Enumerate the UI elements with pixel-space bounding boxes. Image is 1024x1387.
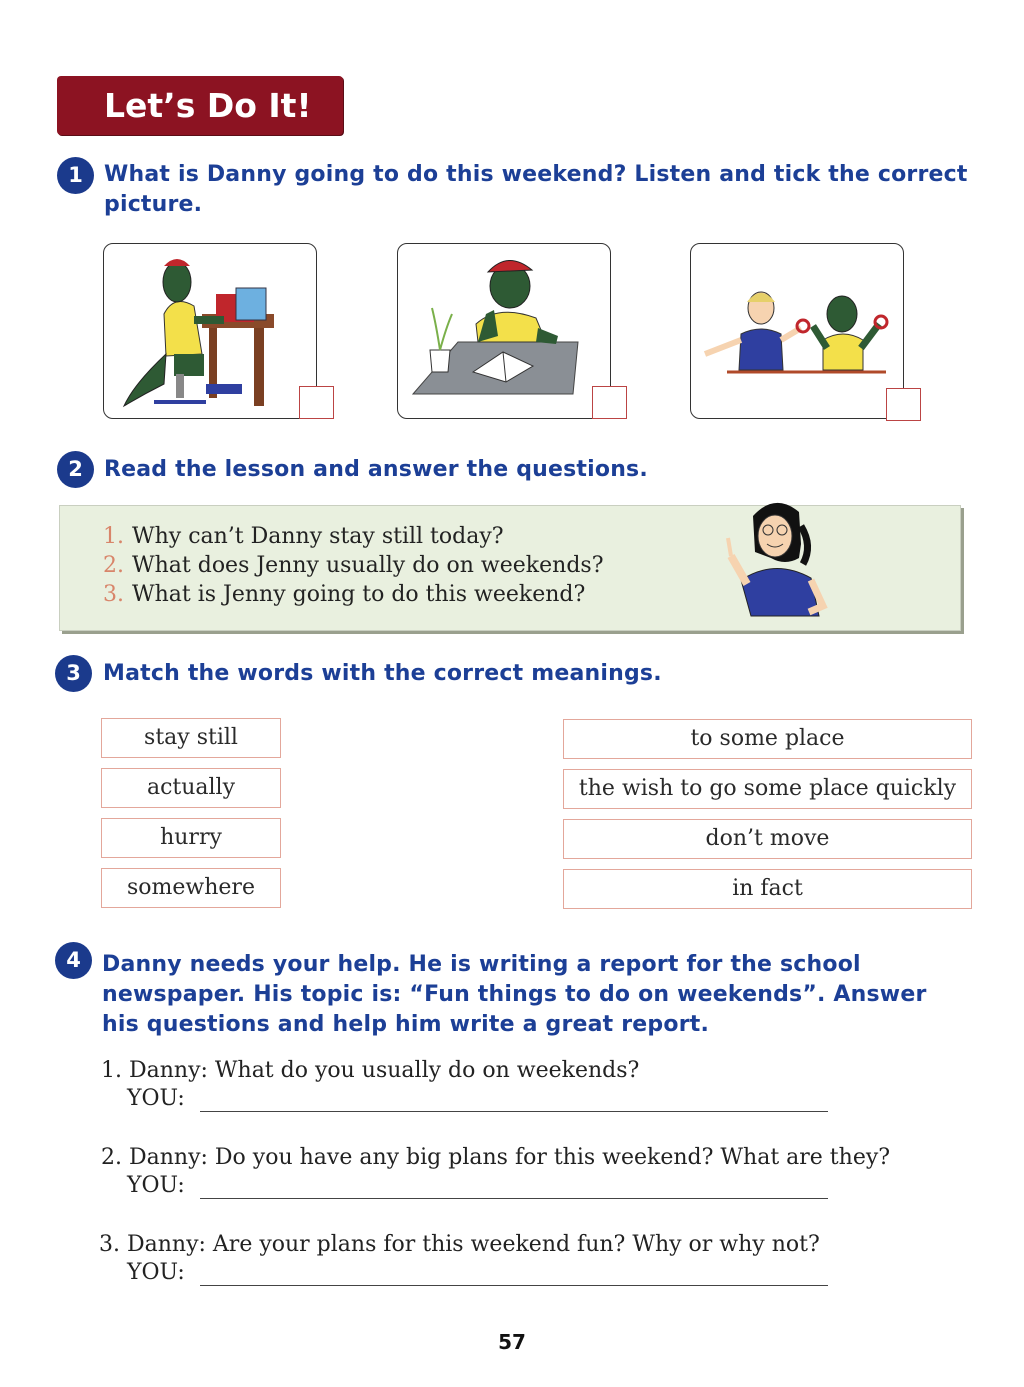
word-somewhere[interactable]: somewhere <box>101 868 281 908</box>
answer-line-3[interactable] <box>200 1285 828 1286</box>
answer-line-1[interactable] <box>200 1111 828 1112</box>
danny-computer-illustration <box>104 244 316 418</box>
tick-box-2[interactable] <box>592 386 627 419</box>
you-label-2: YOU: <box>127 1173 185 1198</box>
danny-reading-illustration <box>398 244 610 418</box>
section-2-number: 2 <box>57 451 94 488</box>
section-4-number: 4 <box>55 942 92 979</box>
answer-line-2[interactable] <box>200 1198 828 1199</box>
meaning-to-some-place[interactable]: to some place <box>563 719 972 759</box>
section-3-number: 3 <box>55 655 92 692</box>
tick-box-3[interactable] <box>886 388 921 421</box>
meaning-in-fact[interactable]: in fact <box>563 869 972 909</box>
questions-box <box>59 505 961 631</box>
lets-do-it-banner: Let’s Do It! <box>57 76 343 135</box>
question-3: 3. What is Jenny going to do this weekend? <box>103 582 586 607</box>
jenny-danny-illustration <box>691 244 903 418</box>
tick-box-1[interactable] <box>299 386 334 419</box>
question-2: 2. What does Jenny usually do on weekends? <box>103 553 604 578</box>
page-number: 57 <box>498 1330 526 1354</box>
meaning-wish-to-go-quickly[interactable]: the wish to go some place quickly <box>563 769 972 809</box>
picture-danny-computer <box>103 243 317 419</box>
danny-question-1: 1. Danny: What do you usually do on weekends? <box>101 1058 640 1083</box>
meaning-dont-move[interactable]: don’t move <box>563 819 972 859</box>
you-label-3: YOU: <box>127 1260 185 1285</box>
section-1-number: 1 <box>57 157 94 194</box>
jenny-illustration <box>715 494 830 628</box>
danny-question-2: 2. Danny: Do you have any big plans for this weekend? What are they? <box>101 1145 891 1170</box>
you-label-1: YOU: <box>127 1086 185 1111</box>
word-stay-still[interactable]: stay still <box>101 718 281 758</box>
picture-jenny-danny <box>690 243 904 419</box>
section-2-heading: Read the lesson and answer the questions. <box>104 457 648 482</box>
danny-question-3: 3. Danny: Are your plans for this weekend fun? Why or why not? <box>99 1232 820 1257</box>
word-hurry[interactable]: hurry <box>101 818 281 858</box>
section-1-heading: What is Danny going to do this weekend? Listen and tick the correct picture. <box>104 162 968 217</box>
section-3-heading: Match the words with the correct meanings. <box>103 661 662 686</box>
word-actually[interactable]: actually <box>101 768 281 808</box>
picture-danny-reading <box>397 243 611 419</box>
question-1: 1. Why can’t Danny stay still today? <box>103 524 504 549</box>
section-4-heading: Danny needs your help. He is writing a report for the school newspaper. His topic is: “Fun things to do on weekends”. Answer his questions and help him write a great report. <box>102 952 927 1037</box>
